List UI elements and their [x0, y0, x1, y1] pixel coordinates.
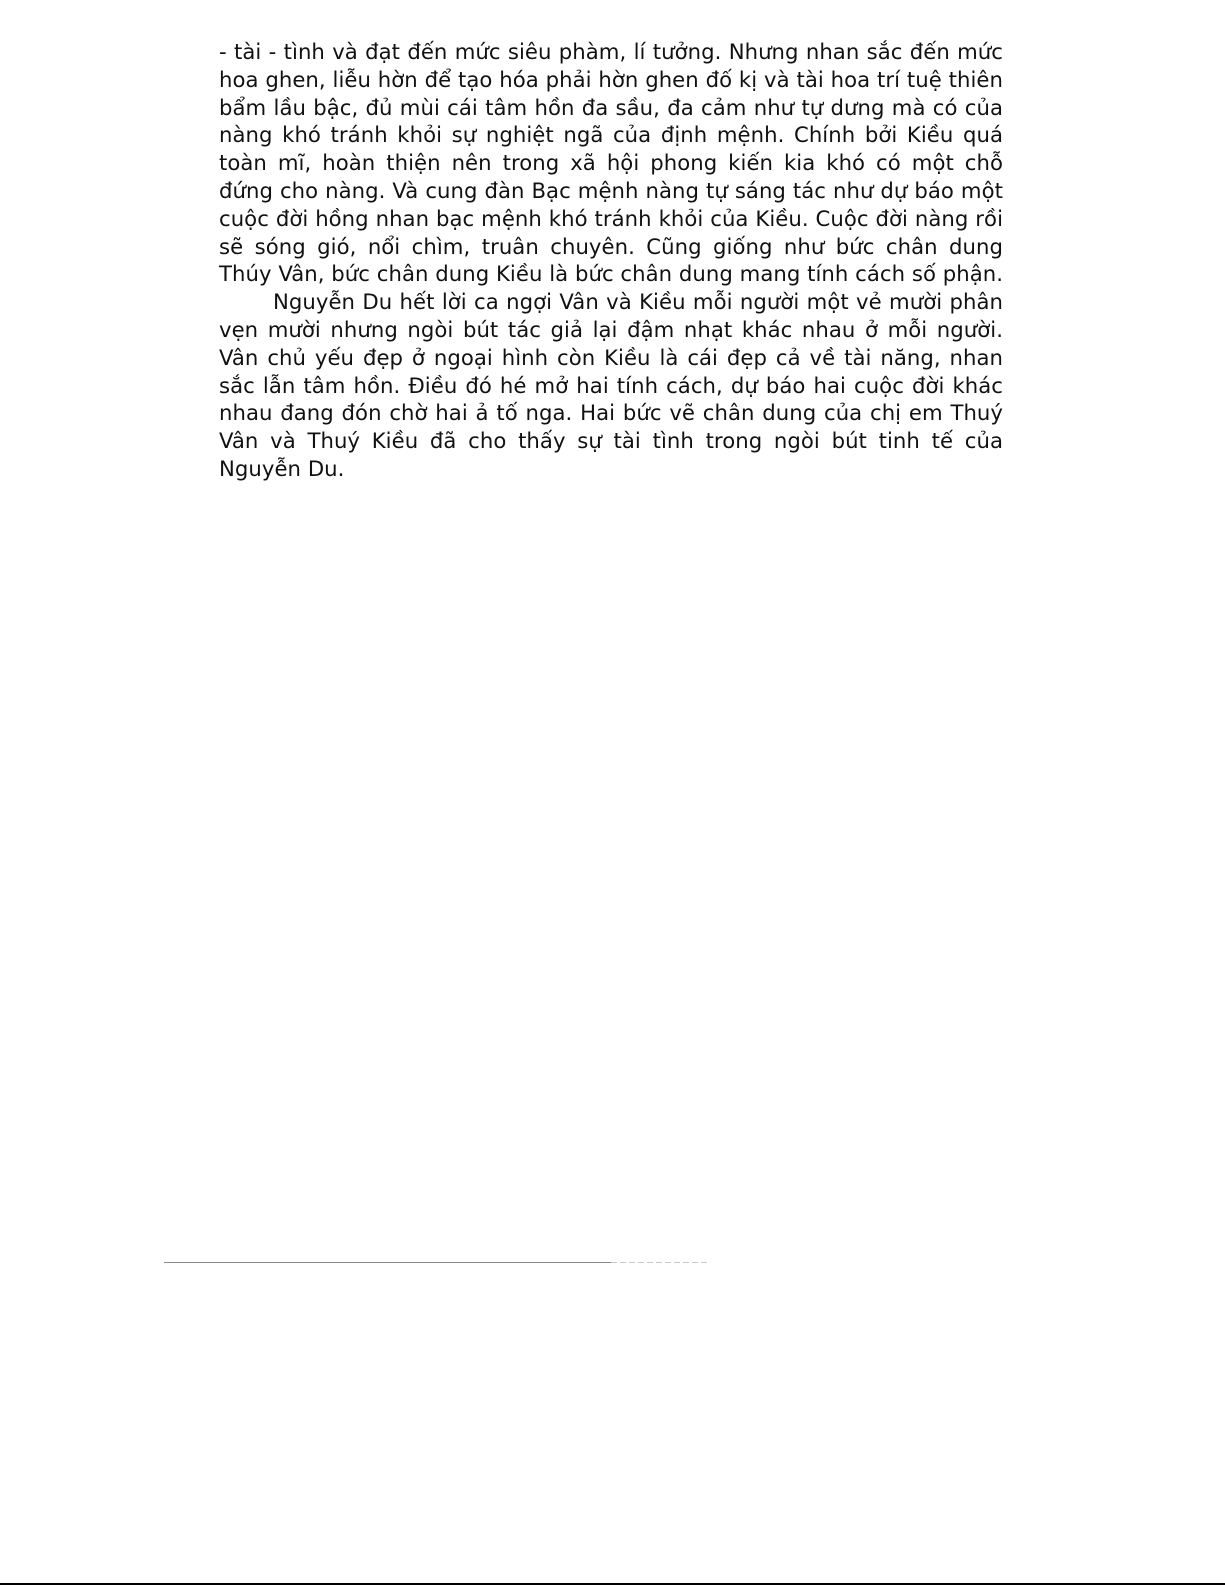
footnote-separator-line [164, 1262, 611, 1263]
paragraph-2: Nguyễn Du hết lời ca ngợi Vân và Kiều mỗi người một vẻ mười phân vẹn mười nhưng ngòi bút tác giả lại đậm nhạt khác nhau ở mỗi người. Vân chủ yếu đẹp ở ngoại hình còn Kiều là cái đẹp cả về tài năng, nhan sắc lẫn tâm hồn. Điều đó hé mở hai tính cách, dự báo hai cuộc đời khác nhau đang đón chờ hai ả tố nga. Hai bức vẽ chân dung của chị em Thuý Vân và Thuý Kiều đã cho thấy sự tài tình trong ngòi bút tinh tế của Nguyễn Du. [219, 289, 1003, 481]
body-text [219, 38, 1003, 483]
footnote-separator-dots [611, 1262, 707, 1263]
paragraph-1: - tài - tình và đạt đến mức siêu phàm, lí tưởng. Nhưng nhan sắc đến mức hoa ghen, liễu hờn để tạo hóa phải hờn ghen đố kị và tài hoa trí tuệ thiên bẩm lầu bậc, đủ mùi cái tâm hồn đa sầu, đa cảm như tự dưng mà có của nàng khó tránh khỏi sự nghiệt ngã của định mệnh. Chính bởi Kiều quá toàn mĩ, hoàn thiện nên trong xã hội phong kiến kia khó có một chỗ đứng cho nàng. Và cung đàn Bạc mệnh nàng tự sáng tác như dự báo một cuộc đời hồng nhan bạc mệnh khó tránh khỏi của Kiều. Cuộc đời nàng rồi sẽ sóng gió, nổi chìm, truân chuyên. Cũng giống như bức chân dung Thúy Vân, bức chân dung Kiều là bức chân dung mang tính cách số phận. [219, 39, 1004, 287]
